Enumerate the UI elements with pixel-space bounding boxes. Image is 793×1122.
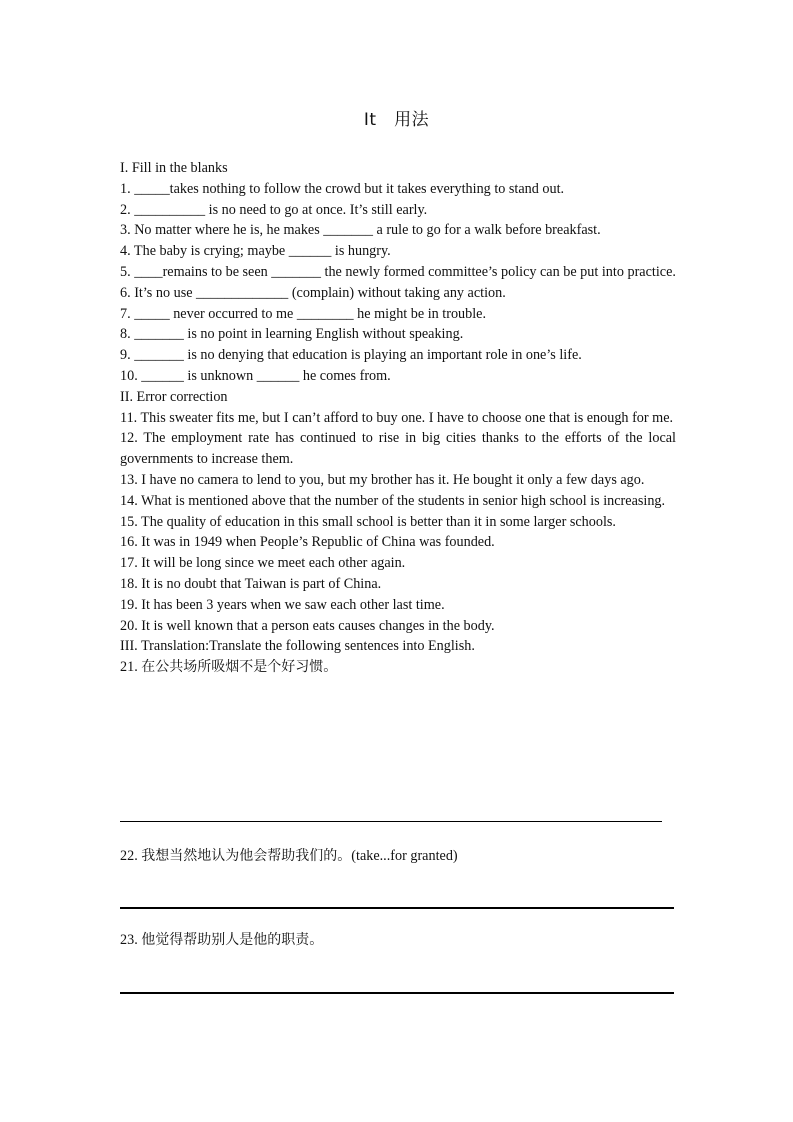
section-2-heading: II. Error correction — [120, 388, 228, 405]
question-11: 11. This sweater fits me, but I can’t afford to buy one. I have to choose one that is enough for me. — [120, 409, 674, 426]
question-2: 2. __________ is no need to go at once. It’s still early. — [120, 201, 428, 218]
question-22-number: 22. — [120, 848, 138, 864]
question-5: 5. ____remains to be seen _______ the newly formed committee’s policy can be put into practice. — [120, 263, 676, 280]
section-3-heading: III. Translation:Translate the following sentences into English. — [120, 638, 475, 655]
question-21-number: 21. — [120, 659, 138, 676]
question-12: 12. The employment rate has continued to rise in big cities thanks to the efforts of the local governments to increase them. — [120, 430, 676, 468]
question-7: 7. _____ never occurred to me ________ he might be in trouble. — [120, 305, 487, 322]
page-title: It 用法 — [363, 110, 430, 130]
question-10: 10. ______ is unknown ______ he comes from. — [120, 367, 391, 384]
question-21-text: 在公共场所吸烟不是个好习惯。 — [141, 659, 338, 676]
question-14: 14. What is mentioned above that the number of the students in senior high school is increasing. — [120, 492, 666, 509]
question-23-text: 他觉得帮助别人是他的职责。 — [141, 932, 324, 948]
answer-line-21[interactable] — [120, 821, 662, 822]
question-4: 4. The baby is crying; maybe ______ is hungry. — [120, 243, 391, 260]
question-23 — [120, 930, 323, 950]
question-8: 8. _______ is no point in learning English without speaking. — [120, 326, 464, 343]
question-21 — [120, 657, 676, 678]
question-17: 17. It will be long since we meet each other again. — [120, 555, 406, 572]
question-23-number: 23. — [120, 932, 138, 948]
question-15: 15. The quality of education in this small school is better than it in some larger schools. — [120, 513, 616, 530]
question-3: 3. No matter where he is, he makes _______ a rule to go for a walk before breakfast. — [120, 222, 601, 239]
worksheet-content — [120, 158, 676, 678]
question-13: 13. I have no camera to lend to you, but my brother has it. He bought it only a few days ago. — [120, 471, 645, 488]
question-22 — [120, 846, 458, 866]
answer-line-22[interactable] — [120, 907, 674, 909]
question-19: 19. It has been 3 years when we saw each other last time. — [120, 596, 445, 613]
question-22-text: 我想当然地认为他会帮助我们的。 — [141, 848, 352, 864]
question-18: 18. It is no doubt that Taiwan is part of China. — [120, 575, 382, 592]
question-16: 16. It was in 1949 when People’s Republic of China was founded. — [120, 534, 495, 551]
question-20: 20. It is well known that a person eats causes changes in the body. — [120, 617, 495, 634]
question-9: 9. _______ is no denying that education is playing an important role in one’s life. — [120, 347, 582, 364]
question-22-hint: (take...for granted) — [351, 848, 458, 864]
question-1: 1. _____takes nothing to follow the crowd but it takes everything to stand out. — [120, 180, 565, 197]
answer-line-23[interactable] — [120, 992, 674, 994]
question-6: 6. It’s no use _____________ (complain) without taking any action. — [120, 284, 506, 301]
section-1-heading: I. Fill in the blanks — [120, 160, 228, 176]
